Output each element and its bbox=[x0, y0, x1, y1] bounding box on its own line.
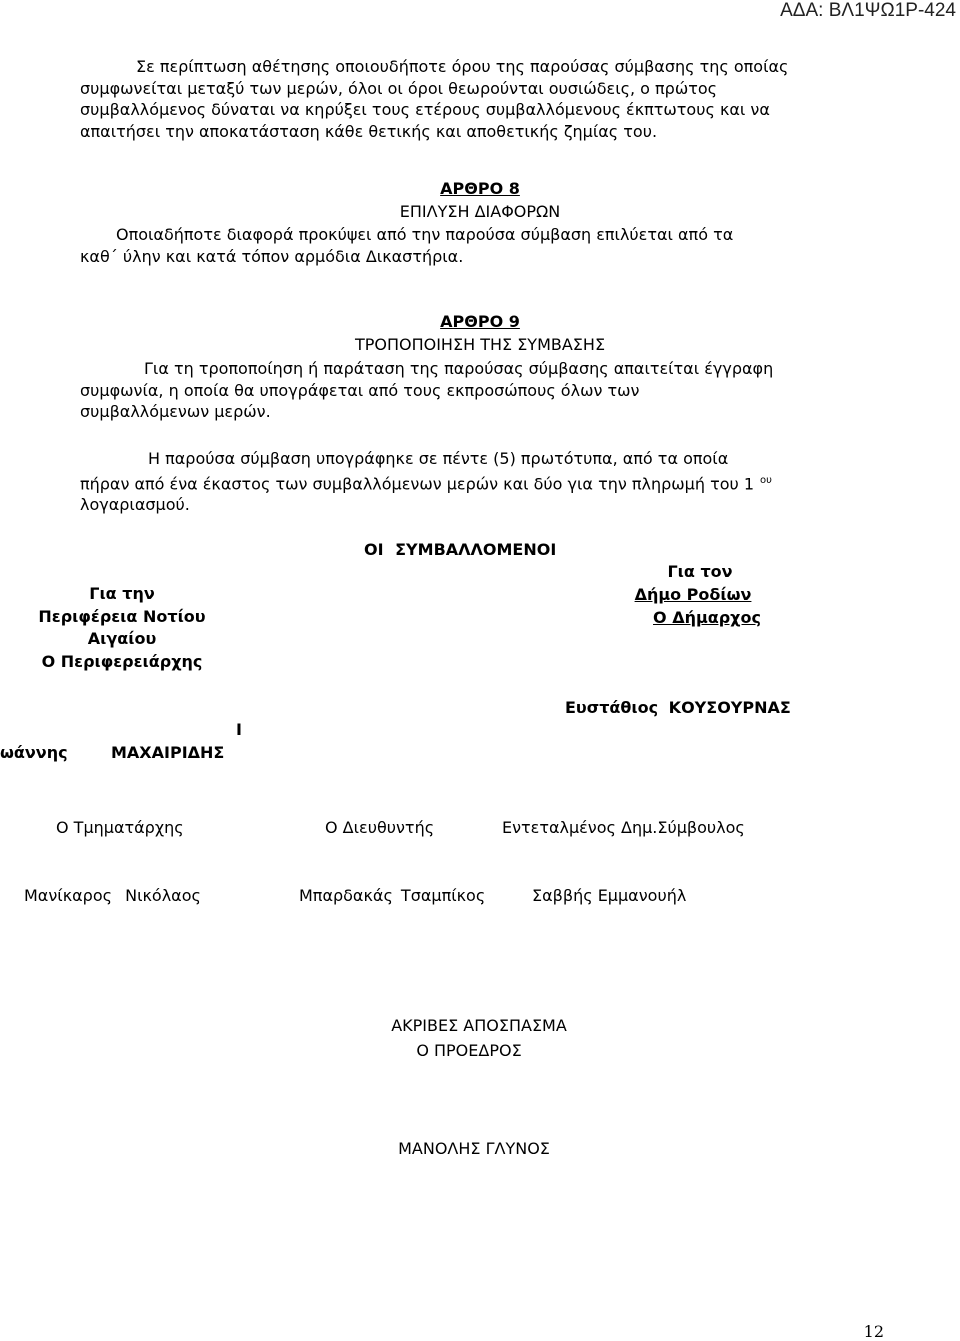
right-party-line: Για τον bbox=[667, 562, 733, 581]
intro-line: απαιτήσει την αποκατάσταση κάθε θετικής και αποθετικής ζημίας του. bbox=[80, 121, 658, 141]
page-number: 12 bbox=[863, 1322, 884, 1341]
intro-line: συμβαλλόμενος δύναται να κηρύξει τους ετέρους συμβαλλόμενους έκπτωτους και να bbox=[80, 100, 770, 119]
official-role: Ο Τμηματάρχης bbox=[56, 818, 184, 837]
closing-paragraph bbox=[80, 448, 772, 516]
article-9-heading: ΑΡΘΡΟ 9 bbox=[440, 312, 520, 331]
official-name: Σαββής Εμμανουήλ bbox=[532, 886, 687, 905]
article-8-line: καθ΄ ύλην και κατά τόπον αρμόδια Δικαστήρια. bbox=[80, 246, 464, 266]
right-signer-name: Ευστάθιος ΚΟΥΣΟΥΡΝΑΣ bbox=[565, 698, 791, 717]
ordinal-superscript: ου bbox=[760, 474, 772, 486]
closing-line bbox=[80, 470, 772, 495]
intro-line: Σε περίπτωση αθέτησης οποιουδήποτε όρου της παρούσας σύμβασης της οποίας bbox=[136, 57, 789, 76]
right-party-line: Ο Δήμαρχος bbox=[653, 608, 761, 627]
parties-title: ΟΙ ΣΥΜΒΑΛΛΟΜΕΝΟΙ bbox=[364, 540, 557, 559]
left-signer-surname: ΜΑΧΑΙΡΙΔΗΣ bbox=[111, 743, 225, 762]
left-signer-firstname: ωάννης bbox=[0, 743, 68, 762]
official-name: Μπαρδακάς Τσαμπίκος bbox=[299, 886, 486, 905]
ada-code: ΑΔΑ: ΒΛ1ΨΩ1Ρ-424 bbox=[780, 0, 956, 21]
left-party-line: Περιφέρεια Νοτίου bbox=[38, 606, 206, 626]
official-role: Εντεταλμένος Δημ.Σύμβουλος bbox=[502, 818, 745, 837]
article-9-line: Για τη τροποποίηση ή παράταση της παρούσας σύμβασης απαιτείται έγγραφη bbox=[144, 359, 774, 378]
official-role: Ο Διευθυντής bbox=[325, 818, 435, 837]
article-9-line: συμβαλλόμενων μερών. bbox=[80, 402, 271, 421]
article-8-heading: ΑΡΘΡΟ 8 bbox=[440, 179, 520, 198]
article-9-line: συμφωνία, η οποία θα υπογράφεται από τους εκπροσώπους όλων των bbox=[80, 380, 640, 400]
left-party-line: Για την bbox=[89, 584, 155, 603]
article-9-subtitle: ΤΡΟΠΟΠΟΙΗΣΗ ΤΗΣ ΣΥΜΒΑΣΗΣ bbox=[354, 335, 606, 354]
official-name: Μανίκαρος Νικόλαος bbox=[24, 886, 201, 905]
article-8-body bbox=[80, 224, 733, 267]
left-party-line: Αιγαίου bbox=[87, 629, 157, 649]
article-8-subtitle: ΕΠΙΛΥΣΗ ΔΙΑΦΟΡΩΝ bbox=[399, 202, 561, 221]
left-party-line: Ο Περιφερειάρχης bbox=[41, 652, 203, 672]
certification-role: Ο ΠΡΟΕΔΡΟΣ bbox=[416, 1041, 522, 1060]
article-9-body bbox=[80, 358, 773, 423]
intro-paragraph bbox=[80, 56, 788, 142]
closing-line: λογαριασμού. bbox=[80, 495, 190, 515]
intro-line: συμφωνείται μεταξύ των μερών, όλοι οι όροι θεωρούνται ουσιώδεις, ο πρώτος bbox=[80, 78, 718, 98]
left-party-block bbox=[38, 583, 205, 674]
article-8-line: Οποιαδήποτε διαφορά προκύψει από την παρούσα σύμβαση επιλύεται από τα bbox=[116, 225, 734, 244]
left-signer-initial: Ι bbox=[236, 720, 242, 739]
closing-line-text: πήραν από ένα έκαστος των συμβαλλόμενων μερών και δύο για την πληρωμή του 1 bbox=[80, 473, 755, 493]
certification-title: ΑΚΡΙΒΕΣ ΑΠΟΣΠΑΣΜΑ bbox=[391, 1016, 567, 1035]
right-party-line: Δήμο Ροδίων bbox=[634, 585, 752, 604]
closing-line: Η παρούσα σύμβαση υπογράφηκε σε πέντε (5) πρωτότυπα, από τα οποία bbox=[148, 449, 729, 468]
certification-signer: ΜΑΝΟΛΗΣ ΓΛΥΝΟΣ bbox=[398, 1139, 550, 1158]
